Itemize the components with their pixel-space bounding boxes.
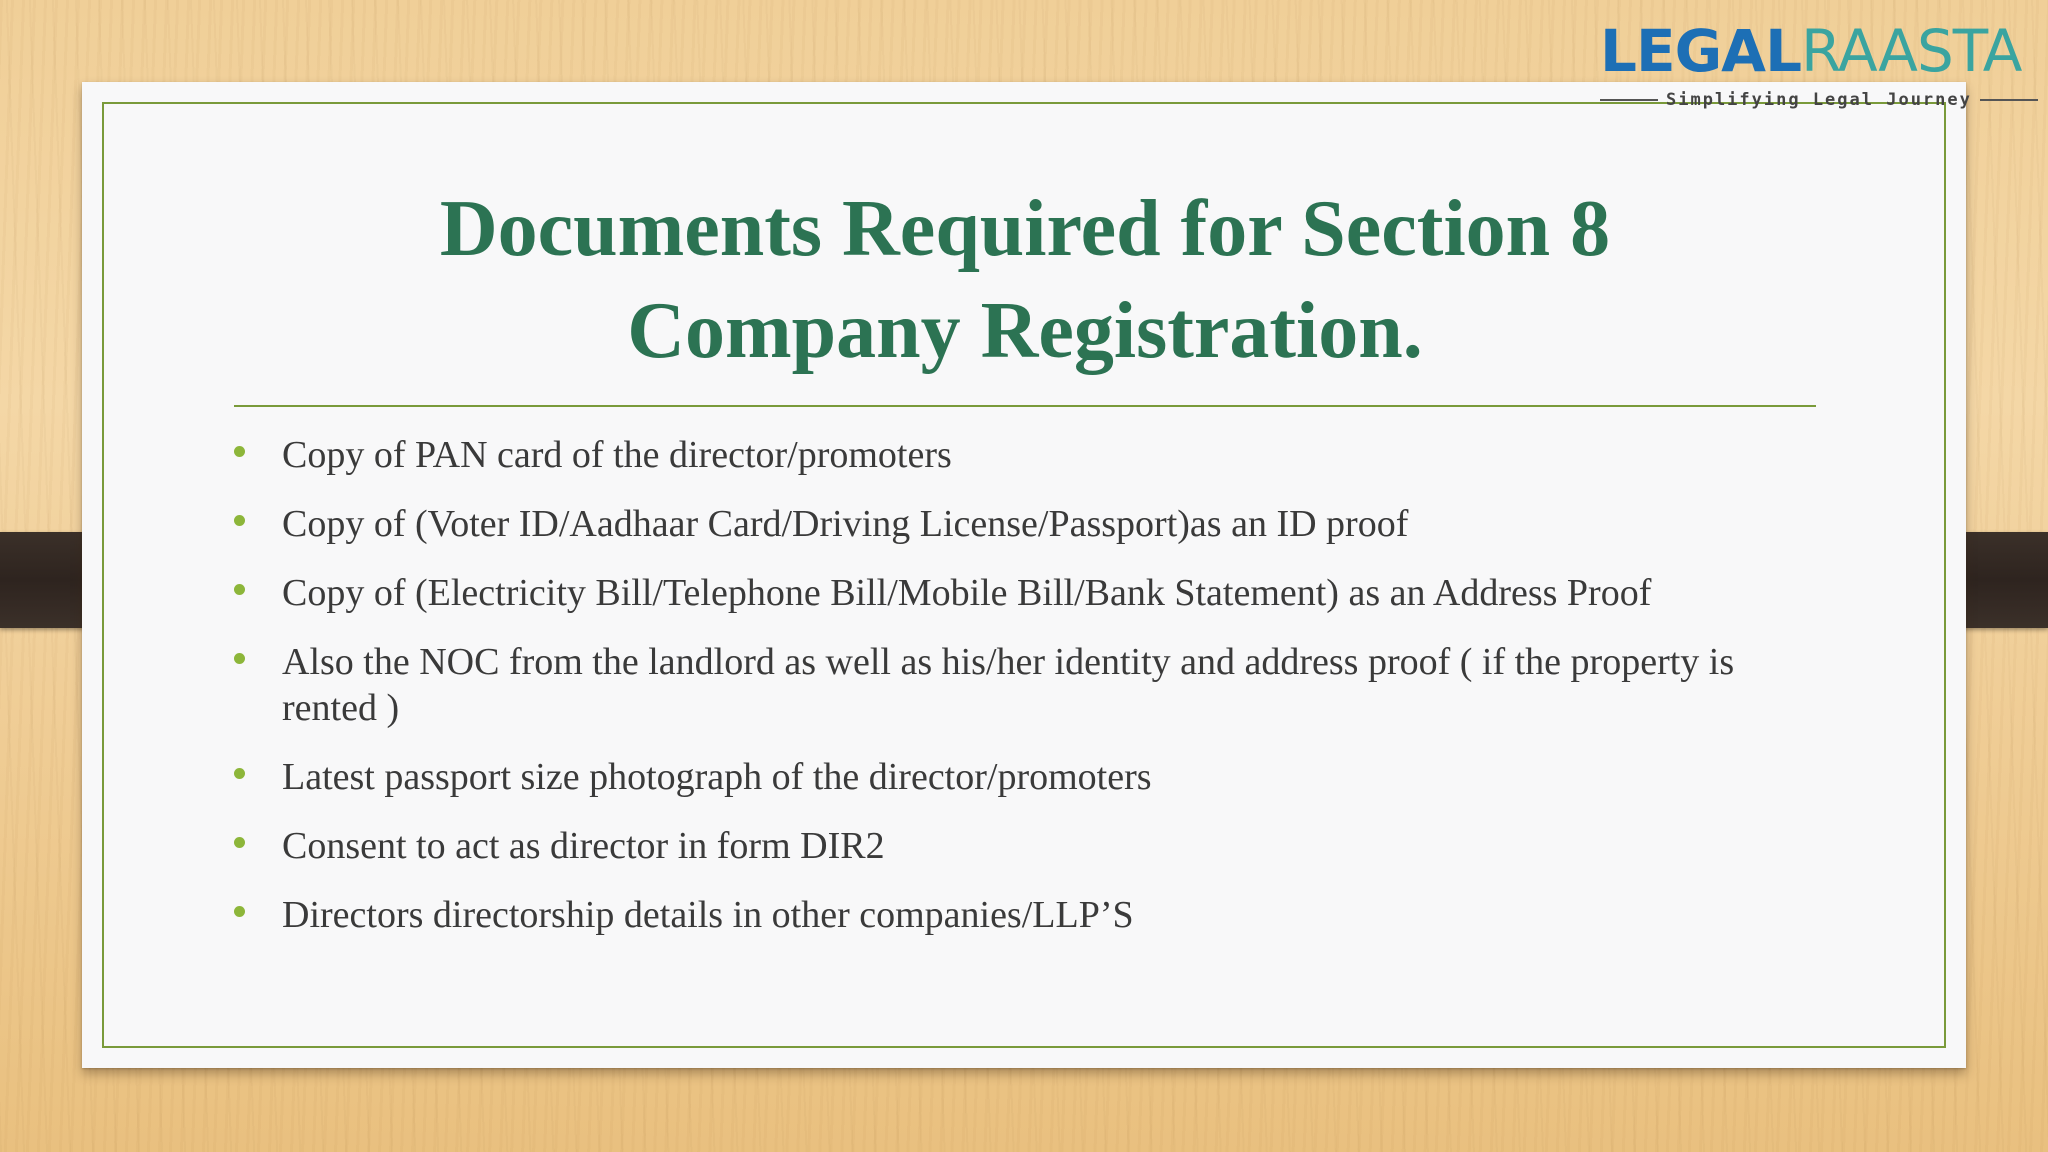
requirements-list [234, 432, 1834, 961]
logo-wordmark [1600, 16, 2021, 86]
slide-title-line-2: Company Registration. [627, 287, 1423, 375]
list-item [234, 501, 1834, 547]
bullet-dot-icon [234, 446, 245, 457]
bullet-dot-icon [234, 653, 245, 664]
bullet-dot-icon [234, 837, 245, 848]
list-item [234, 432, 1834, 478]
list-item-text: Consent to act as director in form DIR2 [282, 825, 885, 867]
logo-tagline-rule-left [1600, 99, 1658, 101]
list-item-text: Directors directorship details in other companies/LLP’S [282, 894, 1134, 936]
logo-tagline-rule-right [1980, 99, 2038, 101]
list-item [234, 570, 1834, 616]
logo-tagline-row [1600, 90, 2046, 110]
bullet-dot-icon [234, 906, 245, 917]
bullet-dot-icon [234, 768, 245, 779]
logo-brand-raasta: RAASTA [1801, 17, 2022, 85]
list-item [234, 754, 1834, 800]
list-item-text: Copy of (Voter ID/Aadhaar Card/Driving License/Passport)as an ID proof [282, 503, 1409, 545]
slide-title [236, 178, 1814, 382]
list-item [234, 639, 1752, 731]
logo-brand-legal: LEGAL [1600, 17, 1802, 85]
logo-tagline: Simplifying Legal Journey [1666, 90, 1972, 110]
bullet-dot-icon [234, 584, 245, 595]
list-item-text: Copy of PAN card of the director/promoters [282, 434, 952, 476]
list-item-text: Copy of (Electricity Bill/Telephone Bill/Mobile Bill/Bank Statement) as an Address Proof [282, 572, 1652, 614]
title-divider [234, 405, 1816, 407]
slide-title-line-1: Documents Required for Section 8 [439, 185, 1611, 273]
bullet-dot-icon [234, 515, 245, 526]
list-item-text: Latest passport size photograph of the director/promoters [282, 756, 1152, 798]
list-item [234, 892, 1834, 938]
list-item [234, 823, 1834, 869]
legalraasta-logo [1598, 16, 2048, 110]
list-item-text: Also the NOC from the landlord as well as his/her identity and address proof ( if the property is rented ) [282, 641, 1735, 729]
